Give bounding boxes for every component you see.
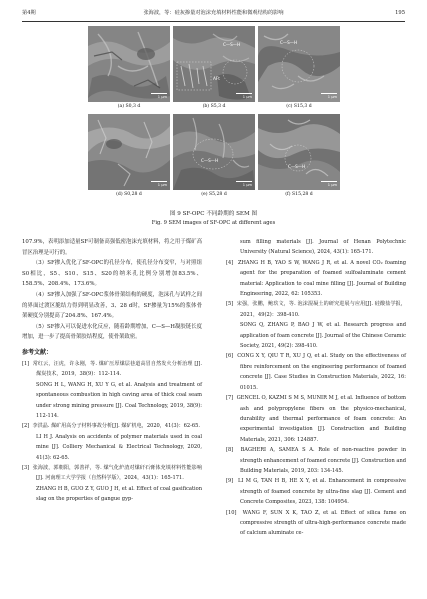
issue-number: 第4期 xyxy=(22,10,36,16)
conclusion-3: （3）SF掺入优化了SF-OPC的孔径分布，使孔径分布变窄，与对照组S0相比，S5、S10、S15、S20的纳米孔比例分别增加83.5%、158.5%、208.4%、173.6%。 xyxy=(22,260,202,288)
reference-4: [4] ZHANG H B, YAO S W, WANG J R, et al. A novel CO₂ foaming agent for the preparation of foamed sulfoaluminate cement material: Application to coal mine filling [J]. Journal of Building Engineering, 2022, 62: 105353. xyxy=(226,259,406,298)
scale-bar-a: 1 μm xyxy=(151,93,167,99)
reference-3: [3] 张海波，郭朝阳，郭善祥，等. 煤气化炉渣对煤矸石膏体充填材料性能影响[J]. 河南理工大学学报（自然科学版），2024，43(1)：165-171. xyxy=(22,465,202,482)
reference-5: [5] 宋强，张鹏，鲍玖文，等. 泡沫混凝土的研究进展与应用[J]. 硅酸盐学报，2021，49(2)：398-410. xyxy=(226,301,406,318)
scale-bar-b: 1 μm xyxy=(236,93,252,99)
sem-image-c xyxy=(258,26,340,102)
sem-texture-c xyxy=(258,26,340,102)
reference-2-en: LI H J. Analysis on accidents of polymer materials used in coal mine [J]. Colliery Mechanical & Electrical Technology, 2020, 41(3): 62-65. xyxy=(36,433,202,461)
panel-label-b: (b) S5,3 d xyxy=(202,104,226,109)
conclusion-5: （5）SF掺入可以促进水化反应，随着龄期增加，C—S—H凝胶链长度增加，进一步了提高骨架胶结程度，使骨架致密。 xyxy=(22,323,202,341)
sem-image-e xyxy=(173,114,255,190)
reference-6: [6] CONG X Y, QIU T R, XU J Q, et al. Study on the effectiveness of fibre reinforcement on the engineering performance of foamed concrete [J]. Case Studies in Construction Materials, 2022, 16: 01015. xyxy=(226,353,406,391)
scale-bar-c: 1 μm xyxy=(321,93,337,99)
phase-label-csh-b: C—S—H xyxy=(223,42,241,47)
reference-1: [1] 常红云，汪虎，许永刚，等. 煤矿压厚煤层巷道高冒自然发火分析治理 [J]. 煤炭技术，2019，38(9)：112-114. xyxy=(22,360,202,378)
phase-label-csh-f: C—S—H xyxy=(288,164,306,169)
sem-image-b xyxy=(173,26,255,102)
reference-10: [10] WANG F, SUN X K, TAO Z, et al. Effect of silica fume on compressive strength of ultra-high-performance concrete made of calcium aluminate ce- xyxy=(226,509,406,537)
header-rule xyxy=(22,21,405,22)
sem-image-a xyxy=(88,26,170,102)
left-column xyxy=(22,237,202,505)
reference-5-en: SONG Q, ZHANG P, BAO J W, et al. Research progress and application of foam concrete [J]. Journal of the Chinese Ceramic Society, 2021, 49(2): 398-410. xyxy=(240,322,406,350)
sem-texture-f xyxy=(258,114,340,190)
panel-label-e: (e) S5,28 d xyxy=(201,192,227,197)
scale-bar-e: 1 μm xyxy=(236,181,252,187)
running-title: 张海波，等：硅灰掺量对泡沫充填材料性能和微观结构的影响 xyxy=(143,10,284,16)
panel-label-a: (a) S0,3 d xyxy=(117,104,141,109)
reference-2: [2] 李洪晶. 煤矿用高分子材料事故分析[J]. 煤矿机电，2020，41(3)：62-65. xyxy=(22,423,200,430)
running-header xyxy=(22,9,405,19)
reference-8: [8] BAGHERI A, SAMEA S A. Role of non-reactive powder in strength enhancement of foamed concrete [J]. Construction and Building Materials, 2019, 203: 134-145. xyxy=(226,447,406,474)
reference-3-en-continued: sum filling materials [J]. Journal of Henan Polytechnic University (Natural Science), 2024, 43(1): 165-171. xyxy=(240,239,406,256)
panel-label-d: (d) S0,28 d xyxy=(116,192,142,197)
reference-9: [9] LI M G, TAN H B, HE X Y, et al. Enhancement in compressive strength of foamed concrete by ultra-fine slag [J]. Cement and Concrete Composites, 2023, 138: 104954. xyxy=(226,478,406,506)
figure-caption-cn: 图 9 SF-OPC 不同龄期的 SEM 图 xyxy=(169,211,258,217)
page-number: 195 xyxy=(395,10,405,16)
phase-label-csh-e: C—S—H xyxy=(201,158,219,163)
sem-texture-e xyxy=(173,114,255,190)
conclusion-text-1: 107.9%，表明添加适量SF可制备高强低密泡沫充填材料，将之用于煤矿高冒区治理是可行的。 xyxy=(22,239,202,256)
conclusion-4: （4）SF掺入加强了SF-OPC浆体骨架结构的硬度，泡沫孔与试样之间的界面过渡区脆结力得到明显改善，3、28 d时，SF掺量为15%的浆体骨架硬度分别提高了204.8%、167.4%。 xyxy=(22,291,202,320)
sem-figure xyxy=(88,26,340,208)
sem-image-d xyxy=(88,114,170,190)
right-column xyxy=(226,237,406,539)
figure-caption-en: Fig. 9 SEM images of SF-OPC at different ages xyxy=(151,220,276,226)
panel-label-c: (c) S15,3 d xyxy=(286,104,312,109)
scale-bar-d: 1 μm xyxy=(151,181,167,187)
reference-3-en: ZHANG H B, GUO Z Y, GUO J H, et al. Effect of coal gasification slag on the properties of gangue gyp- xyxy=(36,485,202,503)
sem-texture-a xyxy=(88,26,170,102)
sem-texture-d xyxy=(88,114,170,190)
phase-label-aft: AFt xyxy=(213,76,220,81)
sem-texture-b xyxy=(173,26,255,102)
phase-label-csh-c: C—S—H xyxy=(280,40,298,45)
reference-7: [7] GENCEL O, KAZMI S M S, MUNIR M J, et al. Influence of bottom ash and polypropylene fibers on the physico-mechanical, durability and thermal performance of foam concrete: An experimental investigation [J]. Construction and Building Materials, 2021, 306: 124887. xyxy=(226,395,406,443)
scale-bar-f: 1 μm xyxy=(321,181,337,187)
panel-label-f: (f) S15,28 d xyxy=(285,192,313,197)
reference-1-en: SONG H L, WANG H, XU Y G, et al. Analysis and treatment of spontaneous combustion in high caving area of thick coal seam under strong mining pressure [J]. Coal Technology, 2019, 38(9): 112-114. xyxy=(36,381,202,419)
references-heading: 参考文献： xyxy=(22,348,53,356)
sem-image-f xyxy=(258,114,340,190)
